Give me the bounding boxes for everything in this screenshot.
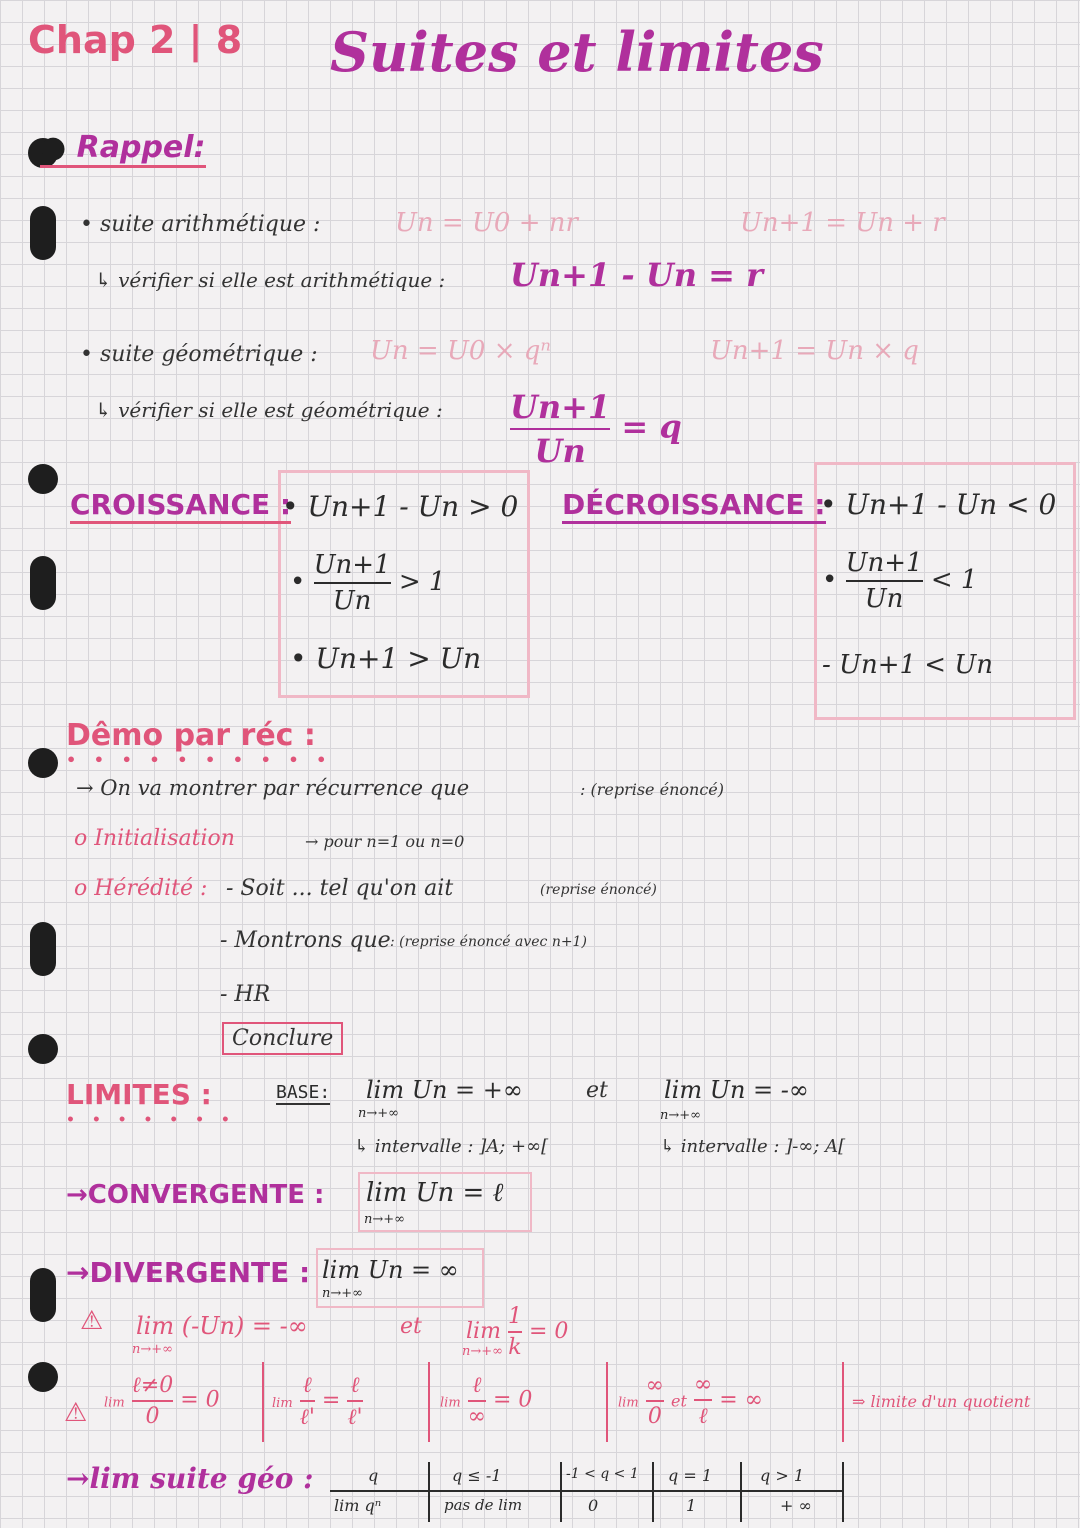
croissance-title: CROISSANCE : <box>70 488 291 524</box>
warn1b-num: 1 <box>507 1304 522 1329</box>
binder-hole <box>30 1268 56 1322</box>
croissance-fraction: • $\frac{Un+1}{Un}$ > 1 <box>290 550 446 616</box>
quotient-1-den: 0 <box>145 1404 160 1429</box>
quotient-4b-den: ℓ <box>698 1404 708 1429</box>
divider <box>262 1362 264 1442</box>
warn1-et: et <box>400 1314 422 1339</box>
arith-verify-label: ↳ vérifier si elle est arithmétique : <box>95 268 446 292</box>
decroissance-title: DÉCROISSANCE : <box>562 488 826 524</box>
divergente-sub: n→+∞ <box>322 1286 363 1301</box>
quotient-note: ⇒ limite d'un quotient <box>852 1392 1031 1411</box>
geo-table-header: q <box>368 1466 379 1485</box>
quotient-1-lim: lim <box>104 1395 125 1411</box>
quotient-2-rhs: = <box>321 1388 341 1413</box>
geo-table-cell: 0 <box>588 1496 599 1515</box>
quotient-4-rhs: = ∞ <box>719 1387 763 1413</box>
convergente-sub: n→+∞ <box>364 1212 405 1227</box>
croissance-line1: • Un+1 - Un > 0 <box>282 490 519 523</box>
divergente-formula: lim Un = ∞ <box>322 1256 459 1284</box>
demo-intro-note: : (reprise énoncé) <box>580 780 724 799</box>
geo-verify-num: Un+1 <box>510 388 611 426</box>
quotient-4-lim: lim <box>618 1395 639 1411</box>
demo-init: o Initialisation <box>74 826 235 851</box>
demo-conclure: Conclure <box>232 1026 334 1051</box>
quotient-2-num: ℓ <box>302 1373 312 1398</box>
decroissance-line1: • Un+1 - Un < 0 <box>820 488 1057 521</box>
geo-table-cell: + ∞ <box>780 1496 812 1515</box>
geo-table-divider <box>560 1462 562 1522</box>
geo-verify-fraction <box>510 388 682 470</box>
limites-lim2: lim Un = -∞ <box>664 1076 809 1104</box>
quotient-3-den: ∞ <box>467 1404 486 1429</box>
geo-formula: Un = U0 × qⁿ <box>370 336 551 366</box>
limites-lim1-sub: n→+∞ <box>358 1106 399 1121</box>
binder-hole <box>28 748 58 778</box>
geo-table-divider <box>740 1462 742 1522</box>
geo-table-row-label: lim qⁿ <box>334 1496 382 1515</box>
demo-montrons-note: : (reprise énoncé avec n+1) <box>390 934 587 950</box>
geo-recurrence: Un+1 = Un × q <box>710 336 919 366</box>
croissance-line3: • Un+1 > Un <box>290 642 482 675</box>
quotient-2-den: ℓ' <box>299 1405 315 1430</box>
demo-conclure-box <box>222 1022 343 1055</box>
arith-verify-formula: Un+1 - Un = r <box>510 256 763 294</box>
divider <box>606 1362 608 1442</box>
decroissance-fraction: • $\frac{Un+1}{Un}$ < 1 <box>822 548 978 614</box>
quotient-3-lim: lim <box>440 1395 461 1411</box>
binder-hole <box>30 922 56 976</box>
quotient-4a-num: ∞ <box>645 1372 664 1398</box>
quotient-case-4 <box>618 1372 763 1429</box>
quotient-4b-num: ∞ <box>693 1372 713 1397</box>
rappel-title: Rappel: <box>76 130 206 165</box>
demo-soit: - Soit ... tel qu'on ait <box>226 876 454 901</box>
warn1-formula: lim (-Un) = -∞ <box>136 1312 308 1340</box>
limites-base-label: BASE: <box>276 1082 331 1103</box>
rappel-heading <box>40 130 206 168</box>
demo-title: Dêmo par réc : <box>66 718 316 753</box>
warning-icon: ⚠ <box>64 1398 88 1428</box>
limites-interval2: ↳ intervalle : ]-∞; A[ <box>660 1136 846 1157</box>
geo-table-header: q = 1 <box>668 1466 712 1485</box>
convergente-formula: lim Un = ℓ <box>366 1178 504 1208</box>
limites-title: LIMITES : <box>66 1078 212 1111</box>
demo-underdots: • • • • • • • • • • <box>66 750 333 769</box>
decroissance-frac-num: Un+1 <box>845 548 923 578</box>
croissance-frac-rhs: > 1 <box>398 567 446 597</box>
geo-table-divider <box>842 1462 844 1522</box>
quotient-2-lim: lim <box>272 1396 293 1411</box>
warn1b-lim: lim <box>466 1319 501 1344</box>
convergente-label: →CONVERGENTE : <box>66 1180 325 1210</box>
decroissance-frac-den: Un <box>864 584 904 614</box>
decroissance-frac-rhs: < 1 <box>930 565 978 595</box>
arith-recurrence: Un+1 = Un + r <box>740 208 945 238</box>
quotient-3-rhs: = 0 <box>492 1387 533 1413</box>
geo-table-cell: pas de lim <box>444 1496 523 1514</box>
warn1-sub: n→+∞ <box>132 1342 173 1357</box>
geo-label: • suite géométrique : <box>80 342 318 367</box>
geo-verify-den: Un <box>534 432 586 470</box>
arith-label: • suite arithmétique : <box>80 212 321 237</box>
quotient-3-num: ℓ <box>472 1373 482 1398</box>
binder-hole <box>28 464 58 494</box>
binder-hole <box>28 1034 58 1064</box>
quotient-2-res-den: ℓ' <box>347 1405 363 1430</box>
quotient-case-3 <box>440 1372 532 1429</box>
binder-hole <box>30 206 56 260</box>
quotient-1-rhs: = 0 <box>180 1387 220 1413</box>
warning-icon: ⚠ <box>80 1306 104 1336</box>
croissance-frac-den: Un <box>332 586 372 616</box>
demo-montrons: - Montrons que <box>220 928 391 953</box>
geo-table-header: q > 1 <box>760 1466 804 1485</box>
geo-table-divider <box>652 1462 654 1522</box>
demo-heredite: o Hérédité : <box>74 876 208 901</box>
demo-hr: - HR <box>220 982 271 1007</box>
croissance-frac-num: Un+1 <box>313 550 391 580</box>
geo-table-header: q ≤ -1 <box>452 1466 502 1485</box>
quotient-case-2 <box>272 1372 363 1430</box>
limites-underdots: • • • • • • • <box>66 1112 236 1128</box>
limites-et: et <box>586 1078 608 1103</box>
divider <box>428 1362 430 1442</box>
warn1b-rhs: = 0 <box>528 1319 569 1344</box>
binder-hole <box>28 1362 58 1392</box>
page-title: Suites et limites <box>330 20 824 84</box>
bullet-icon: ● <box>40 130 77 165</box>
warn1b-den: k <box>508 1335 522 1360</box>
limites-lim1: lim Un = +∞ <box>366 1076 523 1104</box>
limites-interval1: ↳ intervalle : ]A; +∞[ <box>354 1136 549 1157</box>
geo-limit-label: →lim suite géo : <box>66 1462 314 1495</box>
limites-lim2-sub: n→+∞ <box>660 1108 701 1123</box>
quotient-4-et: et <box>670 1391 687 1411</box>
quotient-1-num: ℓ≠0 <box>131 1373 174 1398</box>
decroissance-line3: - Un+1 < Un <box>822 650 994 680</box>
quotient-4a-den: 0 <box>647 1403 662 1429</box>
geo-table-header: -1 < q < 1 <box>566 1466 639 1482</box>
geo-table-rule <box>330 1490 844 1492</box>
geo-table-cell: 1 <box>686 1496 697 1515</box>
arith-formula: Un = U0 + nr <box>395 208 578 238</box>
divider <box>842 1362 844 1442</box>
binder-hole <box>30 556 56 610</box>
quotient-case-1 <box>104 1372 220 1429</box>
demo-init-note: → pour n=1 ou n=0 <box>305 832 465 851</box>
geo-table-divider <box>428 1462 430 1522</box>
quotient-2-res-num: ℓ <box>350 1373 360 1398</box>
demo-soit-note: (reprise énoncé) <box>540 882 657 898</box>
geo-verify-rhs: = q <box>621 407 682 446</box>
chapter-label: Chap 2 | 8 <box>28 18 243 62</box>
geo-verify-label: ↳ vérifier si elle est géométrique : <box>95 398 443 422</box>
demo-intro: → On va montrer par récurrence que <box>76 776 470 800</box>
warn1b-sub: n→+∞ <box>462 1344 503 1359</box>
divergente-label: →DIVERGENTE : <box>66 1256 311 1289</box>
